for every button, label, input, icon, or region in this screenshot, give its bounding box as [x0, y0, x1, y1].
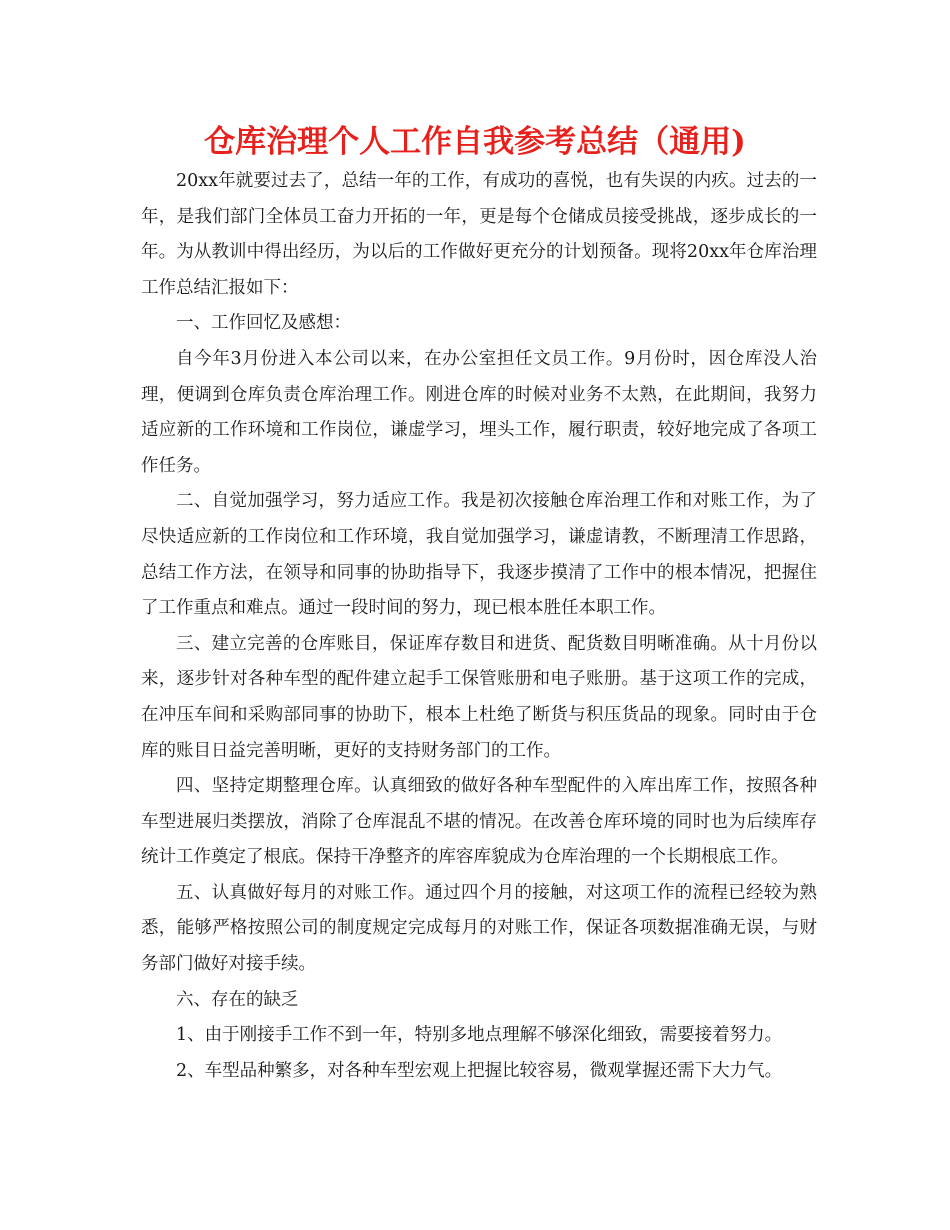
document-body [141, 164, 817, 1089]
document-title: 仓库治理个人工作自我参考总结（通用) [204, 124, 746, 160]
paragraph-section-2: 二、自觉加强学习，努力适应工作。我是初次接触仓库治理工作和对账工作，为了尽快适应新的工作岗位和工作环境，我自觉加强学习，谦虚请教，不断理清工作思路，总结工作方法，在领导和同事的协助指导下，我逐步摸清了工作中的根本情况，把握住了工作重点和难点。通过一段时间的努力，现已根本胜任本职工作。 [141, 491, 817, 619]
paragraph-section-1-heading: 一、工作回忆及感想： [176, 313, 351, 334]
paragraph-section-4: 四、坚持定期整理仓库。认真细致的做好各种车型配件的入库出库工作，按照各种车型进展归类摆放，消除了仓库混乱不堪的情况。在改善仓库环境的同时也为后续库存统计工作奠定了根底。保持干净整齐的库容库貌成为仓库治理的一个长期根底工作。 [141, 776, 817, 868]
paragraph-section-1-body: 自今年3月份进入本公司以来，在办公室担任文员工作。9月份时，因仓库没人治理，便调到仓库负责仓库治理工作。刚进仓库的时候对业务不太熟，在此期间，我努力适应新的工作环境和工作岗位，谦虚学习，埋头工作，履行职责，较好地完成了各项工作任务。 [141, 348, 817, 476]
paragraph-section-6-heading: 六、存在的缺乏 [176, 989, 299, 1010]
paragraph-intro: 20xx年就要过去了，总结一年的工作，有成功的喜悦，也有失误的内疚。过去的一年，是我们部门全体员工奋力开拓的一年，更是每个仓储成员接受挑战，逐步成长的一年。为从教训中得出经历，为以后的工作做好更充分的计划预备。现将20xx年仓库治理工作总结汇报如下： [141, 171, 817, 298]
paragraph-shortcoming-2: 2、车型品种繁多，对各种车型宏观上把握比较容易，微观掌握还需下大力气。 [176, 1060, 783, 1081]
paragraph-section-5: 五、认真做好每月的对账工作。通过四个月的接触，对这项工作的流程已经较为熟悉，能够严格按照公司的制度规定完成每月的对账工作，保证各项数据准确无误，与财务部门做好对接手续。 [141, 882, 817, 975]
paragraph-shortcoming-1: 1、由于刚接手工作不到一年，特别多地点理解不够深化细致，需要接着努力。 [176, 1025, 783, 1046]
paragraph-section-3: 三、建立完善的仓库账目，保证库存数目和进货、配货数目明晰准确。从十月份以来，逐步针对各种车型的配件建立起手工保管账册和电子账册。基于这项工作的完成，在冲压车间和采购部同事的协助下，根本上杜绝了断货与积压货品的现象。同时由于仓库的账目日益完善明晰，更好的支持财务部门的工作。 [141, 633, 817, 761]
